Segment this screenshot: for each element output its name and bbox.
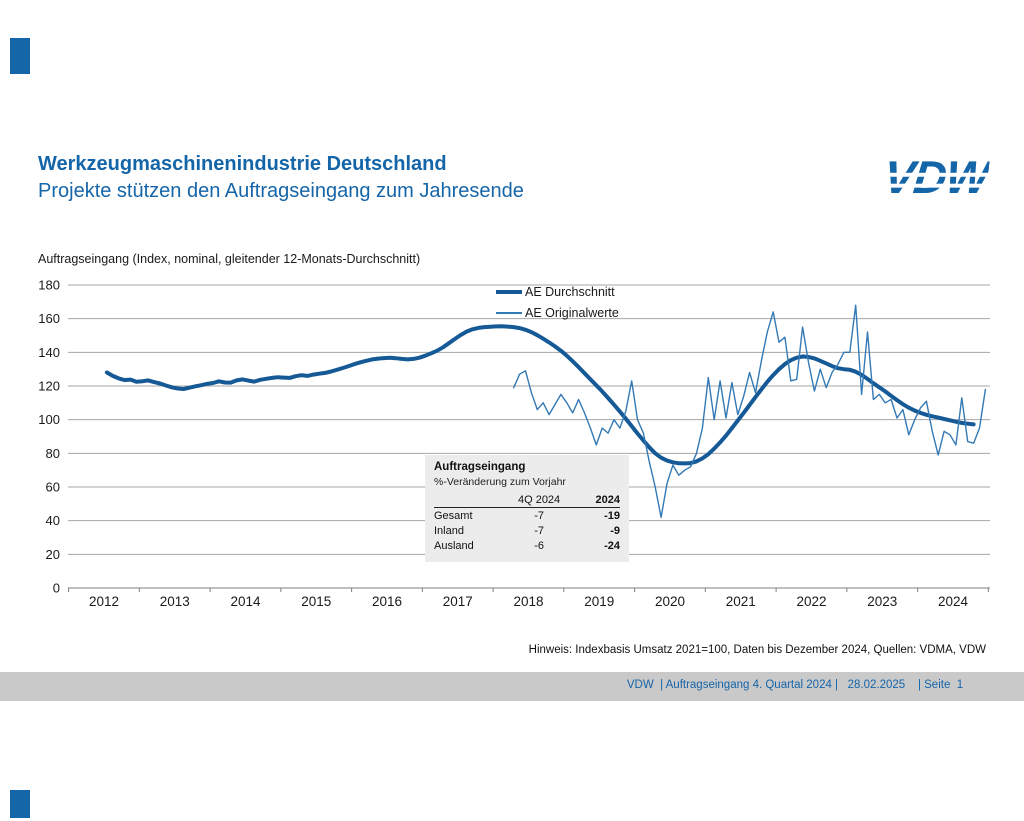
- source-note: Hinweis: Indexbasis Umsatz 2021=100, Daten bis Dezember 2024, Quellen: VDMA, VDW: [528, 644, 986, 656]
- table-header-empty: [434, 492, 508, 508]
- x-axis-year-label: 2019: [584, 594, 615, 609]
- table-header-year: 2024: [570, 492, 620, 508]
- row-year-value: -24: [604, 539, 620, 552]
- page-subtitle: Projekte stützen den Auftragseingang zum Jahresende: [38, 180, 524, 202]
- legend-item-durchschnitt: [496, 281, 619, 302]
- table-header-q4: 4Q 2024: [508, 492, 569, 508]
- chart-legend: [496, 281, 619, 323]
- chart-region: [0, 248, 1024, 620]
- y-axis-tick-label: 140: [38, 344, 60, 360]
- table-subtitle: %-Veränderung zum Vorjahr: [434, 476, 566, 488]
- legend-label: AE Durchschnitt: [525, 284, 615, 299]
- x-axis-year-label: 2021: [725, 594, 756, 609]
- row-label: Gesamt: [434, 509, 473, 522]
- footer-bar: [0, 672, 1024, 701]
- x-axis-year-label: 2015: [301, 594, 332, 609]
- y-axis-tick-label: 120: [38, 378, 60, 394]
- x-axis-year-label: 2017: [442, 594, 473, 609]
- x-axis-year-label: 2024: [937, 594, 968, 609]
- table-header-row: [434, 492, 620, 508]
- x-axis-year-label: 2016: [371, 594, 402, 609]
- table-title: Auftragseingang: [434, 461, 526, 473]
- table-row: [434, 538, 620, 553]
- table-row: [434, 523, 620, 538]
- row-label: Ausland: [434, 539, 474, 552]
- chart-axis-title: Auftragseingang (Index, nominal, gleitender 12-Monats-Durchschnitt): [38, 252, 421, 266]
- y-axis-tick-label: 60: [45, 479, 60, 495]
- orders-change-table: [425, 455, 629, 562]
- y-axis-tick-label: 160: [38, 311, 60, 327]
- y-axis-tick-label: 20: [45, 546, 60, 562]
- row-label: Inland: [434, 524, 464, 537]
- footer-text: VDW | Auftragseingang 4. Quartal 2024 | 28.02.2025 | Seite 1: [626, 679, 964, 691]
- avg-line-swatch-icon: [496, 290, 522, 294]
- x-axis-year-label: 2013: [159, 594, 190, 609]
- row-q4-value: -6: [534, 539, 544, 552]
- x-axis-year-label: 2022: [796, 594, 827, 609]
- y-axis-tick-label: 180: [38, 277, 60, 293]
- corner-accent-bottom: [10, 790, 30, 818]
- x-axis-year-label: 2023: [867, 594, 898, 609]
- vdw-logo: VDW: [880, 151, 991, 203]
- x-axis-year-label: 2014: [230, 594, 261, 609]
- table-row: [434, 508, 620, 524]
- y-axis-tick-label: 0: [52, 580, 60, 596]
- title-block: [38, 151, 524, 205]
- legend-item-originalwerte: [496, 302, 619, 323]
- y-axis-tick-label: 100: [38, 412, 60, 428]
- page-title: Werkzeugmaschinenindustrie Deutschland: [38, 153, 447, 175]
- x-axis-year-label: 2012: [88, 594, 119, 609]
- x-axis-year-label: 2020: [654, 594, 685, 609]
- corner-accent-top: [10, 38, 30, 74]
- x-axis-year-label: 2018: [513, 594, 544, 609]
- y-axis-tick-label: 80: [45, 445, 60, 461]
- row-year-value: -19: [604, 509, 620, 522]
- series-ae-durchschnitt: [107, 326, 974, 463]
- row-q4-value: -7: [534, 509, 544, 522]
- legend-label: AE Originalwerte: [525, 305, 619, 320]
- orig-line-swatch-icon: [496, 312, 522, 314]
- row-year-value: -9: [610, 524, 620, 537]
- y-axis-tick-label: 40: [45, 513, 60, 529]
- row-q4-value: -7: [534, 524, 544, 537]
